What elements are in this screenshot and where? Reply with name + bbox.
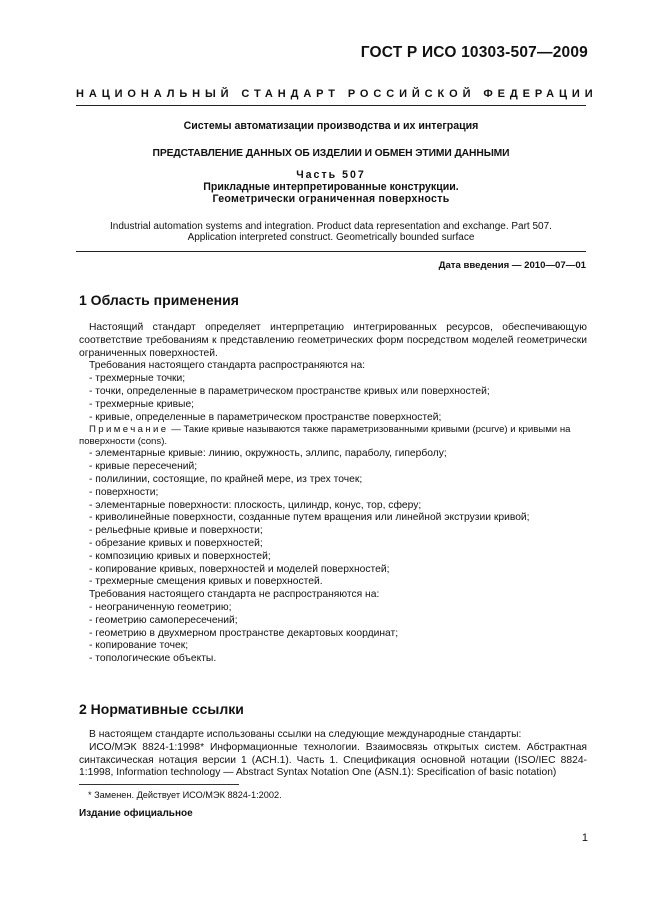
main-title: ПРЕДСТАВЛЕНИЕ ДАННЫХ ОБ ИЗДЕЛИИ И ОБМЕН ЭТИМИ ДАННЫМИ — [152, 148, 510, 159]
scope-intro: Настоящий стандарт определяет интерпретацию интегрированных ресурсов, обеспечивающую соответствие требованиям к представлению геометрических форм посредством моделей геометрически ограниченных поверхностей. — [79, 322, 587, 359]
list-item: - криволинейные поверхности, созданные путем вращения или линейной экструзии кривой; — [89, 512, 530, 524]
note-label: Примечание — [89, 424, 169, 436]
subtitle-line-1: Прикладные интерпретированные конструкции. — [203, 181, 459, 193]
reference-iso-8824: ИСО/МЭК 8824-1:1998* Информационные технологии. Взаимосвязь открытых систем. Абстрактная синтаксическая нотация версии 1 (АСН.1). Часть 1. Спецификация основной нотации (ISO/IEC 8824-1:1998, Information technology — Abstract Syntax Notation One (ASN.1): Specification of basic notation) — [79, 741, 587, 779]
list-item: - композицию кривых и поверхностей; — [89, 550, 271, 562]
official-edition-label: Издание официальное — [79, 808, 193, 819]
note — [79, 424, 587, 448]
page-number: 1 — [581, 832, 588, 844]
list-item: - неограниченную геометрию; — [89, 601, 232, 613]
scope-list-b — [79, 448, 587, 589]
list-item: - трехмерные точки; — [89, 373, 186, 385]
list-item: - обрезание кривых и поверхностей; — [89, 537, 263, 549]
english-title-line-2: Application interpreted construct. Geometrically bounded surface — [187, 232, 475, 243]
list-item: - копирование точек; — [89, 640, 189, 652]
section-2-heading: 2 Нормативные ссылки — [79, 701, 244, 717]
list-item: - топологические объекты. — [89, 653, 217, 665]
series-title: Системы автоматизации производства и их интеграция — [183, 120, 479, 132]
scope-list-c — [79, 602, 587, 666]
list-item: - элементарные поверхности: плоскость, цилиндр, конус, тор, сферу; — [89, 499, 422, 511]
not-applies-intro: Требования настоящего стандарта не распространяются на: — [89, 589, 380, 601]
subtitle-line-2: Геометрически ограниченная поверхность — [212, 193, 450, 205]
references-intro: В настоящем стандарте использованы ссылки на следующие международные стандарты: — [89, 729, 522, 740]
footnote: * Заменен. Действует ИСО/МЭК 8824-1:2002. — [88, 790, 282, 800]
list-item: - трехмерные смещения кривых и поверхностей. — [89, 576, 323, 588]
national-standard-banner: НАЦИОНАЛЬНЫЙ СТАНДАРТ РОССИЙСКОЙ ФЕДЕРАЦИИ — [76, 88, 598, 100]
list-item: - полилинии, состоящие, по крайней мере, из трех точек; — [89, 473, 363, 485]
list-item: - поверхности; — [89, 486, 159, 498]
scope-list-a — [79, 373, 587, 424]
header-divider — [76, 105, 586, 106]
list-item: - геометрию самопересечений; — [89, 614, 238, 626]
standard-code: ГОСТ Р ИСО 10303-507—2009 — [360, 44, 588, 61]
section-1-body — [79, 322, 587, 666]
section-1-heading: 1 Область применения — [79, 292, 239, 308]
footnote-divider — [79, 784, 239, 785]
list-item: - трехмерные кривые; — [89, 398, 195, 410]
list-item: - кривые пересечений; — [89, 461, 198, 473]
list-item: - точки, определенные в параметрическом пространстве кривых или поверхностей; — [89, 385, 490, 397]
section-2-body — [79, 729, 587, 780]
list-item: - рельефные кривые и поверхности; — [89, 525, 263, 537]
introduction-date: Дата введения — 2010—07—01 — [438, 260, 586, 271]
list-item: - элементарные кривые: линию, окружность, эллипс, параболу, гиперболу; — [89, 448, 447, 460]
part-number: Часть 507 — [296, 169, 366, 181]
list-item: - кривые, определенные в параметрическом пространстве поверхностей; — [89, 411, 442, 423]
english-title-line-1: Industrial automation systems and integration. Product data representation and exchange. Part 507. — [110, 221, 552, 232]
list-item: - копирование кривых, поверхностей и моделей поверхностей; — [89, 563, 390, 575]
title-divider — [76, 251, 586, 252]
applies-intro: Требования настоящего стандарта распространяются на: — [89, 360, 366, 372]
note-text: — Такие кривые называются также параметризованными кривыми (pcurve) и кривыми на поверхности (cons). — [79, 424, 571, 448]
list-item: - геометрию в двухмерном пространстве декартовых координат; — [89, 627, 399, 639]
